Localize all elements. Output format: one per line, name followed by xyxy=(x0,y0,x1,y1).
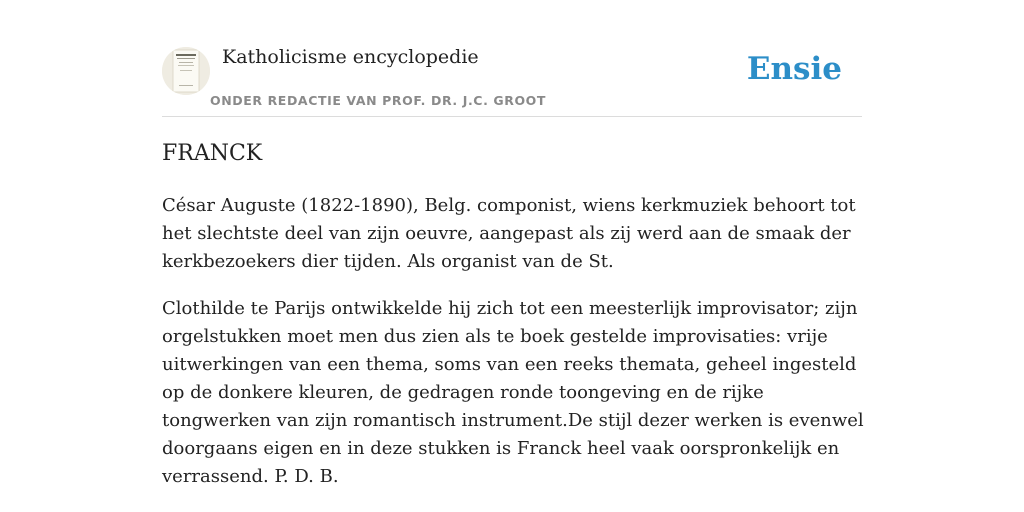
book-cover-icon[interactable] xyxy=(162,47,210,95)
article-paragraph: Clothilde te Parijs ontwikkelde hij zich tot een meesterlijk improvisator; zijn orgelstukken moet men dus zien als te boek gestelde improvisaties: vrije uitwerkingen van een thema, soms van een reeks themata, geheel ingesteld op de donkere kleuren, de gedragen ronde toongeving en de rijke tongwerken van zijn romantisch instrument.De stijl dezer werken is evenwel doorgaans eigen en in deze stukken is Franck heel vaak oorspronkelijk en verrassend. P. D. B. xyxy=(162,298,864,487)
article-headword: FRANCK xyxy=(162,141,263,166)
ensie-logo[interactable]: Ensie xyxy=(746,51,842,87)
book-cover-graphic xyxy=(162,47,210,95)
article-paragraph: César Auguste (1822-1890), Belg. componist, wiens kerkmuziek behoort tot het slechtste deel van zijn oeuvre, aangepast als zij werd aan de smaak der kerkbezoekers dier tijden. Als organist van de St. xyxy=(162,195,856,272)
encyclopedia-title[interactable]: Katholicisme encyclopedie xyxy=(222,46,479,68)
article-body xyxy=(162,192,864,510)
editor-subtitle: ONDER REDACTIE VAN PROF. DR. J.C. GROOT xyxy=(210,93,547,108)
site-header xyxy=(162,44,862,117)
